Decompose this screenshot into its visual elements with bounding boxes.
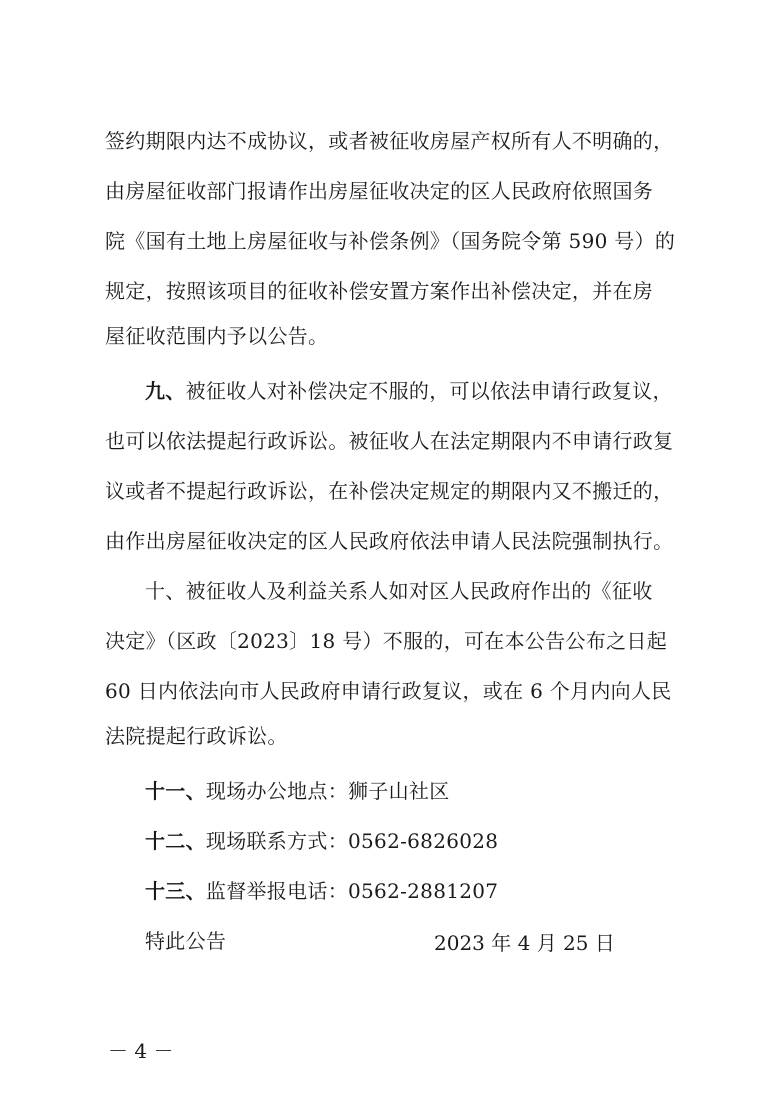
paragraph-13-number: 十三、: [145, 879, 206, 903]
paragraph-9-text: 被征收人对补偿决定不服的，可以依法申请行政复议，: [185, 379, 673, 403]
paragraph-10-line-1: [145, 578, 653, 604]
paragraph-12: [145, 828, 498, 854]
page-number: － 4 －: [108, 1039, 174, 1063]
paragraph-12-text: 现场联系方式：0562-6826028: [205, 829, 499, 853]
document-date: 2023 年 4 月 25 日: [434, 931, 615, 955]
paragraph-11-text: 现场办公地点：狮子山社区: [205, 779, 450, 803]
paragraph-13-text: 监督举报电话：0562-2881207: [205, 879, 499, 903]
paragraph-8-line-4: 规定，按照该项目的征收补偿安置方案作出补偿决定，并在房: [105, 279, 654, 303]
paragraph-8-line-2: 由房屋征收部门报请作出房屋征收决定的区人民政府依照国务: [105, 179, 654, 203]
paragraph-10-line-4: 法院提起行政诉讼。: [105, 724, 288, 748]
paragraph-10-text: 被征收人及利益关系人如对区人民政府作出的《征收: [185, 579, 653, 603]
paragraph-11-number: 十一、: [145, 779, 206, 803]
paragraph-9-line-2: 也可以依法提起行政诉讼。被征收人在法定期限内不申请行政复: [105, 429, 674, 453]
paragraph-10-line-2: 决定》（区政〔2023〕18 号）不服的，可在本公告公布之日起: [105, 629, 668, 653]
paragraph-8-line-5: 屋征收范围内予以公告。: [105, 324, 329, 348]
paragraph-10-number: 十、: [145, 579, 186, 603]
closing-text: 特此公告: [145, 929, 227, 953]
paragraph-9-line-3: 议或者不提起行政诉讼，在补偿决定规定的期限内又不搬迁的，: [105, 479, 674, 503]
paragraph-8-line-1: 签约期限内达不成协议，或者被征收房屋产权所有人不明确的，: [105, 129, 674, 153]
paragraph-10-line-3: 60 日内依法向市人民政府申请行政复议，或在 6 个月内向人民: [105, 679, 672, 703]
paragraph-13: [145, 878, 498, 904]
paragraph-11: [145, 778, 450, 804]
paragraph-12-number: 十二、: [145, 829, 206, 853]
paragraph-8-line-3: 院《国有土地上房屋征收与补偿条例》（国务院令第 590 号）的: [105, 229, 676, 253]
paragraph-9-line-4: 由作出房屋征收决定的区人民政府依法申请人民法院强制执行。: [105, 529, 674, 553]
paragraph-9-number: 九、: [145, 379, 186, 403]
paragraph-9-line-1: [145, 378, 673, 404]
